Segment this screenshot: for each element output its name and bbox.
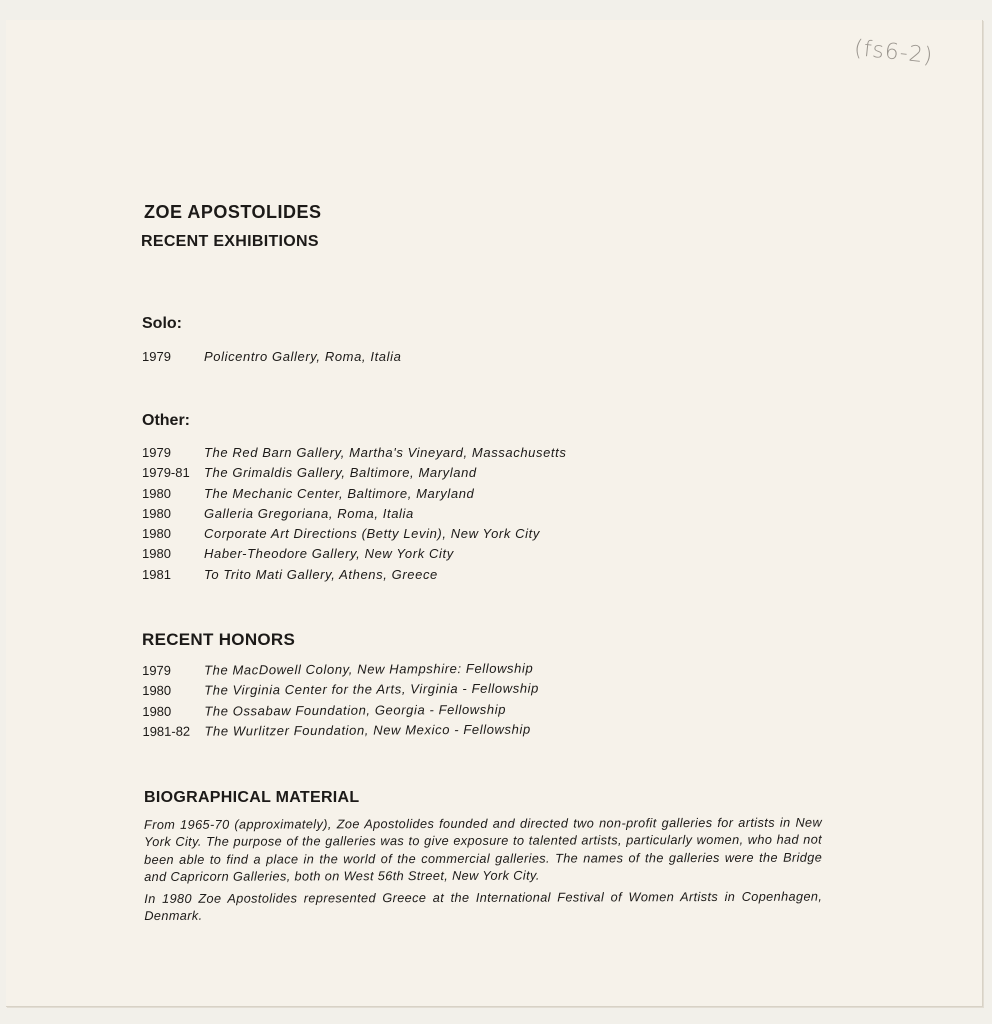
- list-item: [142, 484, 566, 504]
- list-item: [142, 504, 566, 524]
- list-item: [142, 544, 566, 564]
- entry-year: 1980: [142, 683, 172, 699]
- entry-year: 1981: [142, 566, 171, 582]
- list-item: [142, 524, 566, 544]
- entry-year: 1980: [142, 703, 172, 719]
- document-page: [6, 20, 983, 1007]
- list-item: [142, 659, 539, 682]
- list-item: [142, 565, 566, 585]
- entry-text: To Trito Mati Gallery, Athens, Greece: [204, 566, 438, 582]
- entry-year: 1980: [142, 505, 171, 521]
- entry-text: Haber-Theodore Gallery, New York City: [204, 546, 454, 562]
- honors-list: [142, 659, 539, 743]
- entry-year: 1979: [142, 349, 171, 364]
- entry-year: 1979: [142, 445, 171, 460]
- entry-text: The Grimaldis Gallery, Baltimore, Maryland: [204, 465, 477, 481]
- entry-year: 1980: [142, 526, 171, 542]
- entry-year: 1979-81: [142, 465, 190, 481]
- entry-text: The Mechanic Center, Baltimore, Maryland: [204, 485, 475, 501]
- entry-text: The Virginia Center for the Arts, Virginia - Fellowship: [204, 680, 540, 698]
- solo-heading: Solo:: [142, 315, 182, 332]
- entry-year: 1981-82: [142, 723, 191, 739]
- entry-text: Corporate Art Directions (Betty Levin), New York City: [204, 526, 540, 542]
- list-item: [142, 679, 539, 702]
- other-heading: Other:: [142, 412, 190, 429]
- other-list: [142, 443, 566, 585]
- handwritten-annotation: (fs6-2): [852, 35, 935, 70]
- biography-paragraph: In 1980 Zoe Apostolides represented Greece at the International Festival of Women Artists in Copenhagen, Denmark.: [144, 889, 823, 924]
- entry-year: 1980: [142, 485, 171, 501]
- entry-text: Galleria Gregoriana, Roma, Italia: [204, 505, 414, 521]
- biography-body: [144, 815, 822, 930]
- list-item: [142, 463, 566, 483]
- list-item: [142, 719, 539, 742]
- page-subtitle: RECENT EXHIBITIONS: [141, 233, 319, 250]
- entry-year: 1979: [142, 662, 172, 678]
- biography-paragraph: From 1965-70 (approximately), Zoe Apostolides founded and directed two non-profit galleries for artists in New York City. The purpose of the galleries was to give exposure to talented artists, particularly women, who had not been able to find a place in the world of the commercial galleries. The names of the galleries were the Bridge and Capricorn Galleries, both on West 56th Street, New York City.: [144, 815, 823, 885]
- entry-text: Policentro Gallery, Roma, Italia: [204, 349, 402, 364]
- artist-name: ZOE APOSTOLIDES: [144, 202, 322, 222]
- list-item: [142, 699, 539, 722]
- honors-heading: RECENT HONORS: [142, 630, 296, 649]
- list-item: [142, 443, 566, 463]
- entry-text: The MacDowell Colony, New Hampshire: Fellowship: [204, 660, 534, 678]
- entry-text: The Red Barn Gallery, Martha's Vineyard, Massachusetts: [204, 445, 567, 460]
- entry-text: The Wurlitzer Foundation, New Mexico - Fellowship: [204, 721, 531, 739]
- biography-heading: BIOGRAPHICAL MATERIAL: [144, 789, 360, 806]
- list-item: [142, 347, 401, 367]
- solo-list: [142, 347, 401, 367]
- entry-year: 1980: [142, 546, 171, 562]
- entry-text: The Ossabaw Foundation, Georgia - Fellowship: [204, 701, 507, 719]
